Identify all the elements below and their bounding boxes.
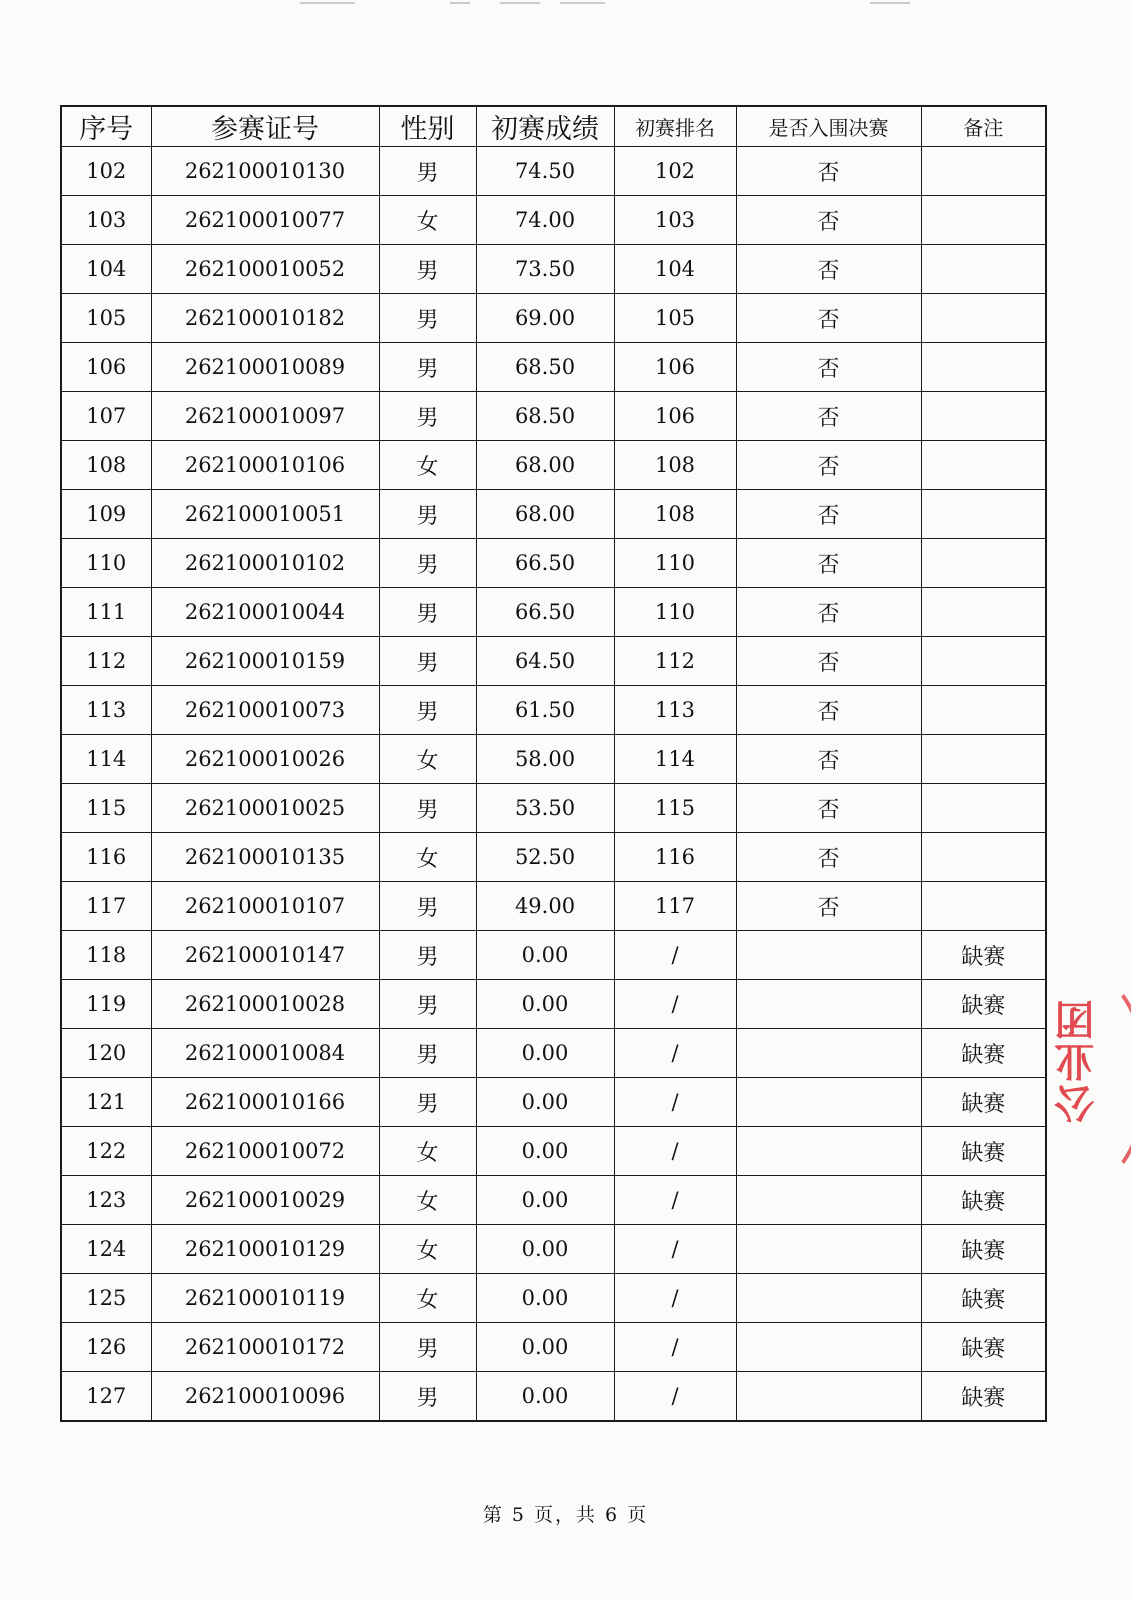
cell-gender: 男 [379,490,476,539]
cell-score: 0.00 [476,1127,614,1176]
cell-finalist: 否 [736,637,921,686]
table-row [61,882,1046,931]
cell-cert-no: 262100010096 [151,1372,379,1422]
header-finalist: 是否入围决赛 [736,106,921,147]
table-row [61,686,1046,735]
cell-rank: 105 [614,294,736,343]
table-row [61,637,1046,686]
cell-finalist: 否 [736,882,921,931]
cell-remark: 缺赛 [921,1274,1046,1323]
cell-finalist [736,1225,921,1274]
cell-cert-no: 262100010135 [151,833,379,882]
cell-gender: 男 [379,1029,476,1078]
cell-cert-no: 262100010077 [151,196,379,245]
cell-finalist: 否 [736,784,921,833]
cell-cert-no: 262100010107 [151,882,379,931]
cell-gender: 男 [379,392,476,441]
header-score: 初赛成绩 [476,106,614,147]
cell-remark [921,686,1046,735]
cell-gender: 男 [379,784,476,833]
cell-rank: 104 [614,245,736,294]
cell-cert-no: 262100010172 [151,1323,379,1372]
header-gender: 性别 [379,106,476,147]
cell-seq: 124 [61,1225,151,1274]
cell-score: 0.00 [476,1372,614,1422]
cell-finalist: 否 [736,490,921,539]
table-row [61,490,1046,539]
cell-gender: 女 [379,1274,476,1323]
cell-remark [921,833,1046,882]
cell-finalist: 否 [736,588,921,637]
cell-score: 66.50 [476,588,614,637]
cell-cert-no: 262100010072 [151,1127,379,1176]
cell-rank: / [614,1029,736,1078]
cell-gender: 男 [379,980,476,1029]
cell-cert-no: 262100010119 [151,1274,379,1323]
cell-remark [921,441,1046,490]
cell-seq: 103 [61,196,151,245]
cell-remark: 缺赛 [921,1323,1046,1372]
cell-rank: 102 [614,147,736,196]
scan-artifact-strip [0,0,1131,12]
cell-seq: 109 [61,490,151,539]
cell-seq: 112 [61,637,151,686]
cell-gender: 男 [379,637,476,686]
results-table [60,105,1047,1422]
cell-gender: 男 [379,686,476,735]
cell-gender: 男 [379,539,476,588]
cell-rank: 106 [614,343,736,392]
cell-score: 66.50 [476,539,614,588]
cell-remark: 缺赛 [921,1176,1046,1225]
table-row [61,1323,1046,1372]
cell-gender: 女 [379,441,476,490]
cell-finalist: 否 [736,343,921,392]
cell-cert-no: 262100010028 [151,980,379,1029]
cell-rank: 112 [614,637,736,686]
cell-seq: 107 [61,392,151,441]
cell-cert-no: 262100010130 [151,147,379,196]
cell-gender: 男 [379,588,476,637]
cell-finalist: 否 [736,735,921,784]
cell-finalist [736,931,921,980]
cell-seq: 111 [61,588,151,637]
cell-seq: 104 [61,245,151,294]
cell-cert-no: 262100010089 [151,343,379,392]
header-seq: 序号 [61,106,151,147]
cell-rank: 108 [614,490,736,539]
cell-seq: 110 [61,539,151,588]
cell-remark [921,343,1046,392]
cell-rank: 103 [614,196,736,245]
cell-score: 0.00 [476,931,614,980]
cell-cert-no: 262100010147 [151,931,379,980]
cell-score: 0.00 [476,1225,614,1274]
cell-score: 74.50 [476,147,614,196]
cell-remark [921,539,1046,588]
table-row [61,196,1046,245]
table-header-row [61,106,1046,147]
cell-gender: 男 [379,343,476,392]
cell-cert-no: 262100010182 [151,294,379,343]
cell-rank: / [614,1225,736,1274]
cell-rank: 117 [614,882,736,931]
cell-gender: 女 [379,1176,476,1225]
cell-remark: 缺赛 [921,931,1046,980]
cell-seq: 102 [61,147,151,196]
cell-remark: 缺赛 [921,1029,1046,1078]
cell-score: 0.00 [476,980,614,1029]
cell-rank: 113 [614,686,736,735]
table-row [61,980,1046,1029]
cell-gender: 女 [379,1127,476,1176]
cell-cert-no: 262100010051 [151,490,379,539]
cell-gender: 女 [379,833,476,882]
cell-score: 68.50 [476,392,614,441]
cell-cert-no: 262100010052 [151,245,379,294]
cell-remark [921,735,1046,784]
table-row [61,245,1046,294]
cell-score: 68.00 [476,441,614,490]
cell-seq: 117 [61,882,151,931]
table-row [61,1029,1046,1078]
cell-score: 69.00 [476,294,614,343]
cell-seq: 120 [61,1029,151,1078]
cell-cert-no: 262100010025 [151,784,379,833]
cell-rank: / [614,980,736,1029]
cell-seq: 116 [61,833,151,882]
table-row [61,833,1046,882]
cell-cert-no: 262100010166 [151,1078,379,1127]
cell-remark [921,882,1046,931]
cell-seq: 121 [61,1078,151,1127]
cell-finalist [736,980,921,1029]
cell-remark [921,784,1046,833]
cell-finalist [736,1274,921,1323]
cell-cert-no: 262100010097 [151,392,379,441]
cell-finalist [736,1372,921,1422]
cell-remark [921,245,1046,294]
cell-remark: 缺赛 [921,1225,1046,1274]
cell-rank: / [614,1127,736,1176]
cell-cert-no: 262100010084 [151,1029,379,1078]
table-row [61,1225,1046,1274]
table-row [61,588,1046,637]
cell-finalist: 否 [736,147,921,196]
cell-cert-no: 262100010102 [151,539,379,588]
stamp-text: 公业团 [1054,998,1101,1124]
header-rank: 初赛排名 [614,106,736,147]
cell-rank: / [614,931,736,980]
cell-gender: 男 [379,1078,476,1127]
cell-rank: 115 [614,784,736,833]
cell-cert-no: 262100010159 [151,637,379,686]
page-number: 第 5 页，共 6 页 [482,1504,649,1526]
cell-seq: 106 [61,343,151,392]
cell-remark [921,637,1046,686]
cell-rank: / [614,1176,736,1225]
cell-remark [921,196,1046,245]
cell-seq: 114 [61,735,151,784]
cell-finalist: 否 [736,392,921,441]
cell-finalist: 否 [736,833,921,882]
cell-seq: 108 [61,441,151,490]
cell-seq: 123 [61,1176,151,1225]
cell-cert-no: 262100010073 [151,686,379,735]
cell-gender: 男 [379,1323,476,1372]
table-row [61,931,1046,980]
cell-gender: 女 [379,735,476,784]
red-stamp [1050,980,1130,1170]
table-row [61,1127,1046,1176]
cell-rank: 106 [614,392,736,441]
cell-remark [921,392,1046,441]
cell-cert-no: 262100010106 [151,441,379,490]
cell-score: 73.50 [476,245,614,294]
cell-cert-no: 262100010029 [151,1176,379,1225]
header-remark: 备注 [921,106,1046,147]
cell-score: 74.00 [476,196,614,245]
cell-score: 0.00 [476,1176,614,1225]
cell-gender: 男 [379,245,476,294]
cell-seq: 115 [61,784,151,833]
cell-remark [921,490,1046,539]
table-row [61,539,1046,588]
cell-rank: 114 [614,735,736,784]
cell-cert-no: 262100010044 [151,588,379,637]
cell-rank: / [614,1372,736,1422]
cell-score: 58.00 [476,735,614,784]
cell-score: 68.00 [476,490,614,539]
cell-seq: 126 [61,1323,151,1372]
cell-remark [921,294,1046,343]
cell-remark: 缺赛 [921,1127,1046,1176]
table-row [61,441,1046,490]
cell-rank: 116 [614,833,736,882]
cell-gender: 男 [379,147,476,196]
cell-finalist [736,1176,921,1225]
cell-seq: 122 [61,1127,151,1176]
cell-seq: 113 [61,686,151,735]
cell-seq: 105 [61,294,151,343]
cell-seq: 125 [61,1274,151,1323]
cell-seq: 118 [61,931,151,980]
cell-cert-no: 262100010026 [151,735,379,784]
cell-finalist [736,1078,921,1127]
cell-gender: 男 [379,882,476,931]
cell-gender: 女 [379,196,476,245]
cell-score: 0.00 [476,1078,614,1127]
cell-score: 0.00 [476,1274,614,1323]
cell-gender: 女 [379,1225,476,1274]
table-row [61,392,1046,441]
table-row [61,1078,1046,1127]
cell-seq: 127 [61,1372,151,1422]
table-row [61,784,1046,833]
cell-score: 61.50 [476,686,614,735]
table-row [61,343,1046,392]
table-body [61,147,1046,1422]
table-row [61,1176,1046,1225]
cell-score: 0.00 [476,1323,614,1372]
cell-score: 68.50 [476,343,614,392]
cell-remark [921,588,1046,637]
cell-score: 53.50 [476,784,614,833]
cell-gender: 男 [379,294,476,343]
cell-score: 0.00 [476,1029,614,1078]
cell-remark [921,147,1046,196]
cell-finalist [736,1127,921,1176]
cell-finalist: 否 [736,245,921,294]
cell-finalist: 否 [736,539,921,588]
cell-rank: / [614,1323,736,1372]
cell-score: 64.50 [476,637,614,686]
cell-rank: / [614,1274,736,1323]
cell-finalist: 否 [736,294,921,343]
table-row [61,735,1046,784]
table-row [61,147,1046,196]
cell-score: 49.00 [476,882,614,931]
cell-finalist: 否 [736,441,921,490]
cell-finalist [736,1029,921,1078]
table-row [61,1372,1046,1422]
cell-rank: 110 [614,588,736,637]
cell-remark: 缺赛 [921,1372,1046,1422]
cell-rank: / [614,1078,736,1127]
cell-remark: 缺赛 [921,980,1046,1029]
cell-cert-no: 262100010129 [151,1225,379,1274]
table-row [61,1274,1046,1323]
cell-seq: 119 [61,980,151,1029]
cell-finalist [736,1323,921,1372]
cell-finalist: 否 [736,686,921,735]
cell-rank: 108 [614,441,736,490]
cell-finalist: 否 [736,196,921,245]
cell-remark: 缺赛 [921,1078,1046,1127]
cell-score: 52.50 [476,833,614,882]
cell-rank: 110 [614,539,736,588]
header-cert-no: 参赛证号 [151,106,379,147]
cell-gender: 男 [379,931,476,980]
table-row [61,294,1046,343]
cell-gender: 男 [379,1372,476,1422]
